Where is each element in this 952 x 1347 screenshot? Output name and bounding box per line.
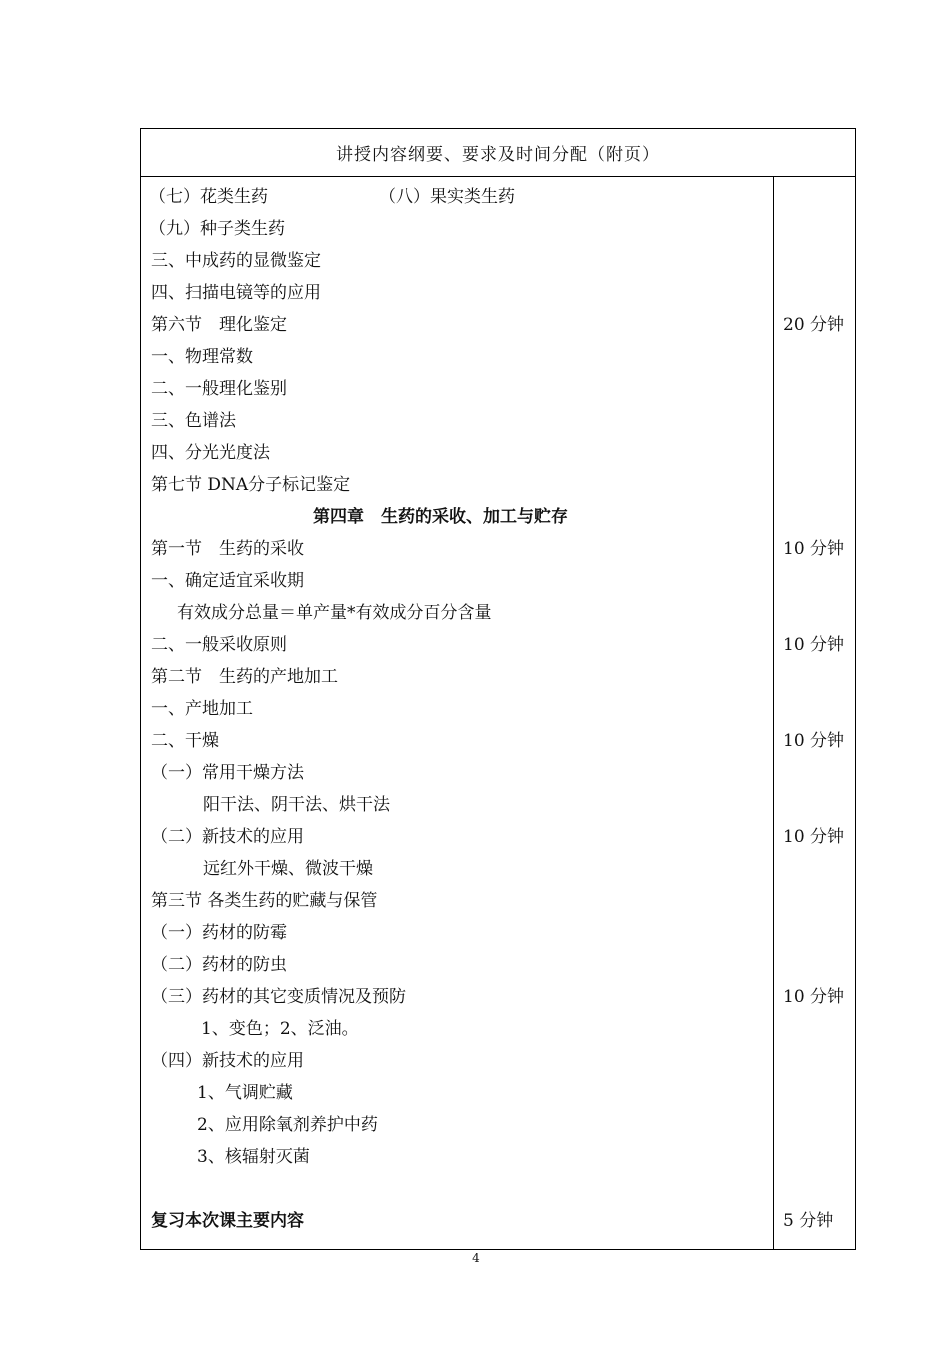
line-fruit-drugs: （八）果实类生药 — [379, 187, 515, 207]
line-tcm-microscopic: 三、中成药的显微鉴定 — [151, 251, 321, 271]
line-section-7: 第七节 DNA分子标记鉴定 — [151, 475, 351, 495]
line-section-1: 第一节 生药的采收 — [151, 539, 304, 559]
line-controlled-atmosphere: 1、气调贮藏 — [197, 1083, 293, 1103]
line-formula: 有效成分总量＝单产量*有效成分百分含量 — [177, 603, 492, 623]
line-deoxidizer: 2、应用除氧剂养护中药 — [197, 1115, 378, 1135]
line-drying-methods: （一）常用干燥方法 — [151, 763, 304, 783]
time-allocation: 10 分钟 — [783, 827, 845, 847]
line-spectrophotometry: 四、分光光度法 — [151, 443, 270, 463]
line-infrared-microwave: 远红外干燥、微波干燥 — [203, 859, 373, 879]
line-chromatography: 三、色谱法 — [151, 411, 236, 431]
syllabus-table — [140, 128, 856, 1250]
page-number: 4 — [472, 1251, 480, 1265]
line-harvest-principles: 二、一般采收原则 — [151, 635, 287, 655]
line-sem-application: 四、扫描电镜等的应用 — [151, 283, 321, 303]
line-section-2: 第二节 生药的产地加工 — [151, 667, 338, 687]
time-allocation: 10 分钟 — [783, 731, 845, 751]
time-allocation: 10 分钟 — [783, 987, 845, 1007]
table-header: 讲授内容纲要、要求及时间分配（附页） — [141, 129, 855, 177]
line-insect-prevention: （二）药材的防虫 — [151, 955, 287, 975]
line-drying: 二、干燥 — [151, 731, 219, 751]
line-section-3: 第三节 各类生药的贮藏与保管 — [151, 891, 378, 911]
column-divider — [773, 177, 774, 1249]
line-review: 复习本次课主要内容 — [151, 1211, 304, 1231]
line-new-tech-2: （四）新技术的应用 — [151, 1051, 304, 1071]
line-origin-processing: 一、产地加工 — [151, 699, 253, 719]
time-allocation: 20 分钟 — [783, 315, 845, 335]
time-allocation: 10 分钟 — [783, 539, 845, 559]
line-section-6: 第六节 理化鉴定 — [151, 315, 287, 335]
line-drying-types: 阳干法、阴干法、烘干法 — [203, 795, 390, 815]
chapter-4-heading: 第四章 生药的采收、加工与贮存 — [313, 507, 568, 527]
time-allocation: 10 分钟 — [783, 635, 845, 655]
time-allocation: 5 分钟 — [783, 1211, 834, 1231]
line-harvest-period: 一、确定适宜采收期 — [151, 571, 304, 591]
line-seed-drugs: （九）种子类生药 — [149, 219, 285, 239]
line-physical-constants: 一、物理常数 — [151, 347, 253, 367]
line-mold-prevention: （一）药材的防霉 — [151, 923, 287, 943]
line-flower-drugs: （七）花类生药 — [149, 187, 268, 207]
line-physchem-identification: 二、一般理化鉴别 — [151, 379, 287, 399]
line-irradiation: 3、核辐射灭菌 — [197, 1147, 310, 1167]
line-other-deterioration: （三）药材的其它变质情况及预防 — [151, 987, 406, 1007]
line-new-tech-1: （二）新技术的应用 — [151, 827, 304, 847]
line-discoloration: 1、变色；2、泛油。 — [201, 1019, 359, 1039]
